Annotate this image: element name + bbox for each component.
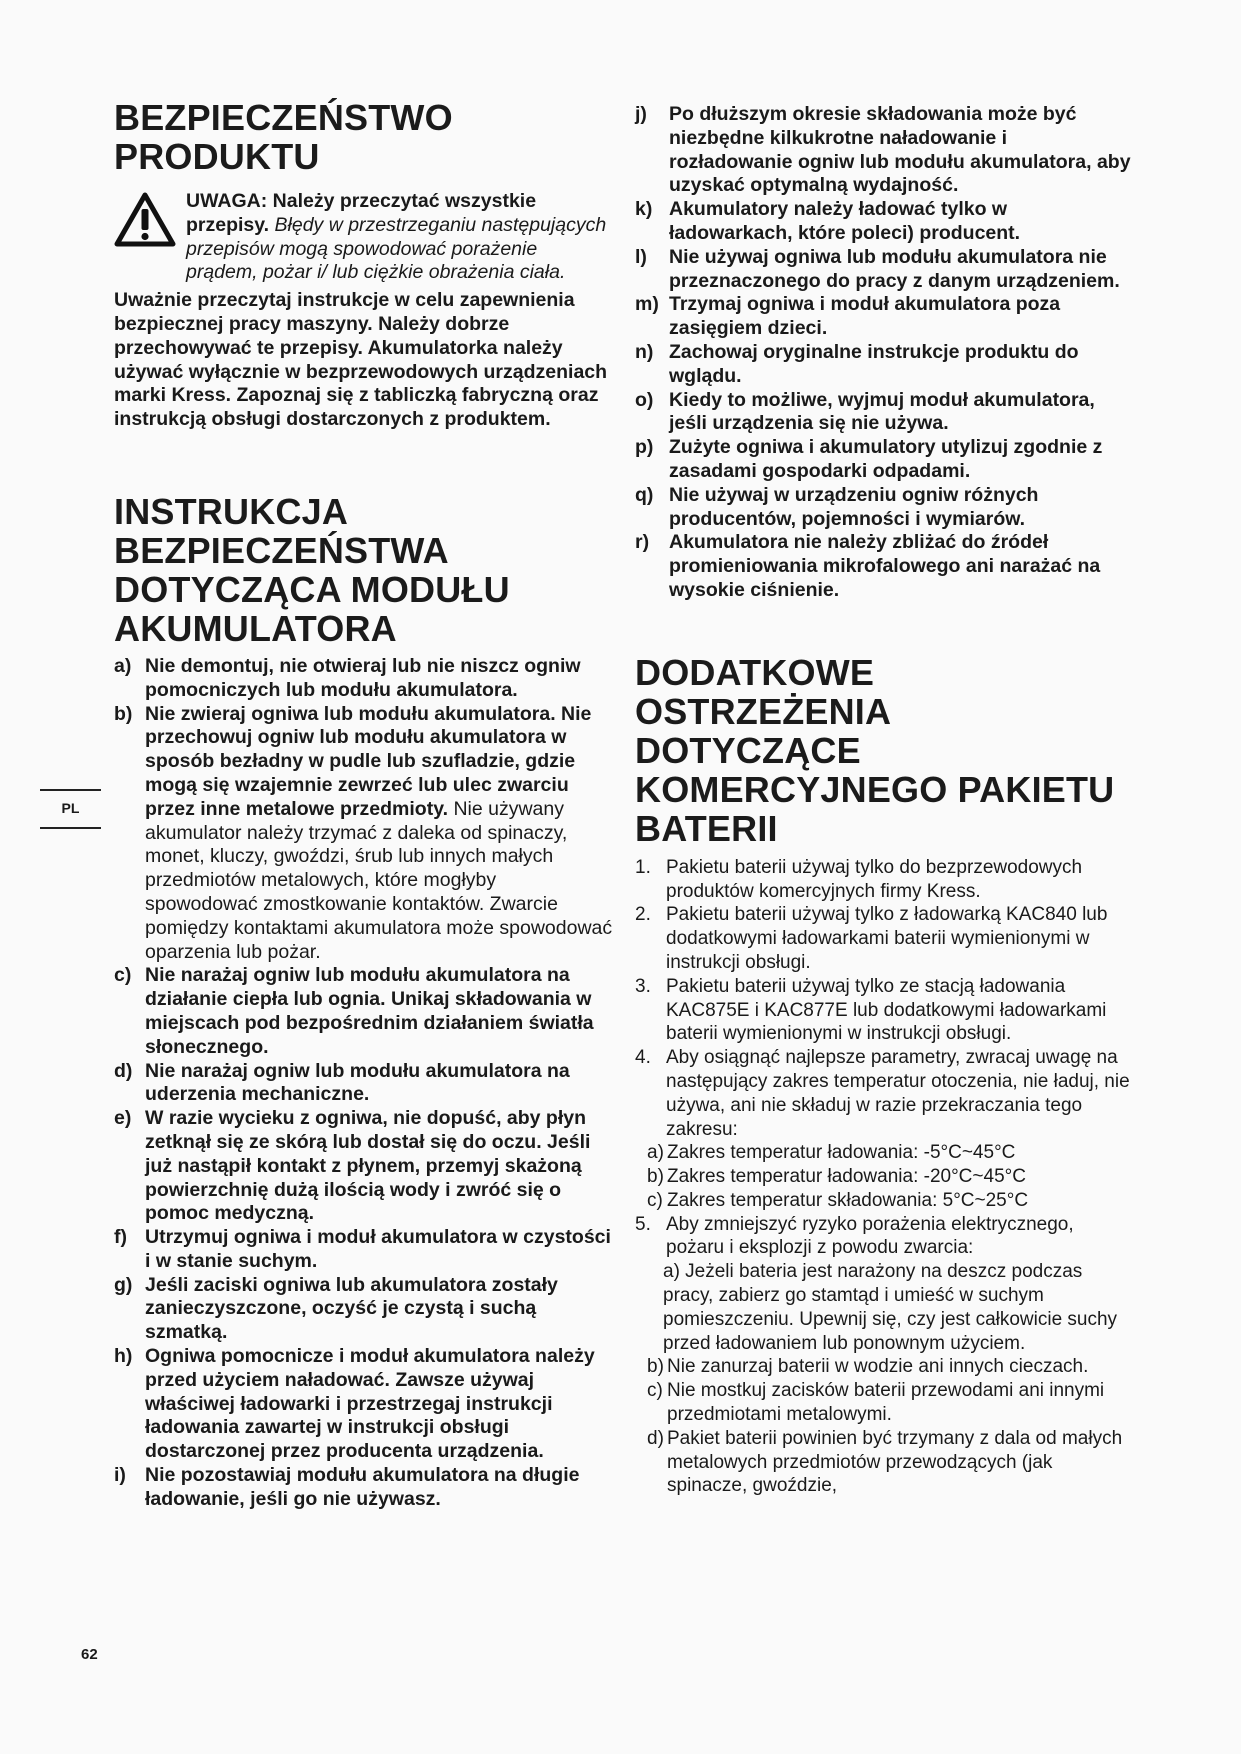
list-item-text: Akumulatora nie należy zbliżać do źródeł promieniowania mikrofalowego ani narażać na wysokie ciśnienie. (669, 531, 1101, 601)
list-item-label: g) (114, 1273, 133, 1296)
list-item-label: c) (114, 964, 132, 987)
list-item-label: e) (114, 1107, 132, 1130)
title-line: KOMERCYJNEGO PAKIETU (635, 768, 1115, 810)
title-line: AKUMULATORA (114, 607, 397, 649)
list-item-text: Pakietu baterii używaj tylko do bezprzewodowych produktów komercyjnych firmy Kress. (666, 856, 1083, 902)
list-item (635, 293, 1135, 341)
warning-block (114, 190, 614, 285)
list-item-label: p) (635, 436, 654, 459)
list-item-label: b) (647, 1356, 664, 1378)
list-item-label: k) (635, 198, 653, 221)
list-item-text: Zakres temperatur ładowania: -5°C~45°C (667, 1142, 1016, 1164)
list-item-label: m) (635, 293, 659, 316)
list-item-label: i) (114, 1464, 126, 1487)
list-item-label: a) (647, 1142, 664, 1164)
sub-item (635, 1427, 1135, 1498)
title-line: BEZPIECZEŃSTWA (114, 529, 449, 571)
list-item-label: 2. (635, 904, 651, 926)
list-item-text: Zachowaj oryginalne instrukcje produktu do wglądu. (669, 340, 1079, 387)
sub-item (635, 1379, 1135, 1427)
list-item-label: l) (635, 245, 647, 268)
list-item-text: Pakiet baterii powinien być trzymany z dala od małych metalowych przedmiotów przewodzących (jak spinacze, gwoździe, (667, 1427, 1123, 1497)
list-item-label: o) (635, 388, 654, 411)
list-item-label: q) (635, 483, 654, 506)
numbered-list (635, 856, 1135, 1499)
list-item (635, 246, 1135, 294)
list-item-label: 5. (635, 1213, 651, 1235)
title-line: INSTRUKCJA (114, 490, 349, 532)
list-item-text: Nie pozostawiaj modułu akumulatora na długie ładowanie, jeśli go nie używasz. (145, 1464, 580, 1510)
list-item (114, 964, 614, 1059)
battery-list-left (114, 655, 614, 1512)
list-item-text: Nie narażaj ogniw lub modułu akumulatora na działanie ciepła lub ognia. Unikaj składowania w miejscach pod bezpośrednim działaniem światła słonecznego. (145, 964, 594, 1058)
list-item-label: n) (635, 340, 654, 363)
list-item-label: 4. (635, 1047, 651, 1069)
list-item-text: Kiedy to możliwe, wyjmuj moduł akumulatora, jeśli urządzenia się nie używa. (669, 388, 1095, 435)
list-item-text: Trzymaj ogniwa i moduł akumulatora poza zasięgiem dzieci. (669, 293, 1061, 340)
list-item-text: Nie zwieraj ogniwa lub modułu akumulatora. Nie przechowuj ogniw lub modułu akumulatora w sposób bezładny w pudle lub szufladzie, gdzie mogą się wzajemnie zewrzeć lub ulec zwarciu przez inne metalowe przedmioty. (145, 702, 592, 820)
title-line: PRODUKTU (114, 136, 320, 177)
divider (40, 827, 101, 829)
sub-item (635, 1355, 1135, 1379)
warning-triangle-icon (114, 192, 176, 248)
list-item-text: Nie używaj w urządzeniu ogniw różnych producentów, pojemności i wymiarów. (669, 483, 1039, 530)
warning-italic-text: Błędy w przestrzeganiu następujących przepisów mogą spowodować porażenie prądem, pożar i/ lub ciężkie obrażenia ciała. (186, 213, 607, 284)
temperature-item (635, 1141, 1135, 1165)
left-column (114, 98, 614, 1512)
list-item-text: Po dłuższym okresie składowania może być niezbędne kilkukrotne naładowanie i rozładowanie ogniw lub modułu akumulatora, aby uzyskać optymalną wydajność. (669, 103, 1131, 197)
list-item (635, 1213, 1135, 1261)
list-item-text: Aby osiągnąć najlepsze parametry, zwracaj uwagę na następujący zakres temperatur otoczenia, nie ładuj, nie używa, ani nie składuj w razie przekraczania tego zakresu: (666, 1047, 1130, 1140)
list-item (114, 1464, 614, 1512)
intro-paragraph: Uważnie przeczytaj instrukcje w celu zapewnienia bezpiecznej pracy maszyny. Należy dobrze przechowywać te przepisy. Akumulatorka należy używać wyłącznie w bezprzewodowych urządzeniach marki Kress. Zapoznaj się z tabliczką fabryczną oraz instrukcją obsługi dostarczonych z produktem. (114, 289, 608, 431)
list-item-text: Zużyte ogniwa i akumulatory utylizuj zgodnie z zasadami gospodarki odpadami. (669, 436, 1103, 482)
title-line: BATERII (635, 807, 778, 849)
list-item-text: Zakres temperatur składowania: 5°C~25°C (667, 1189, 1029, 1211)
list-item-label: d) (114, 1059, 133, 1082)
list-item-text: Akumulatory należy ładować tylko w ładowarkach, które poleci) producent. (669, 198, 1021, 244)
sub-item (635, 1260, 1135, 1355)
section-title-battery-instructions (114, 492, 614, 648)
title-line: DOTYCZĄCE (635, 729, 861, 771)
list-item-text: Pakietu baterii używaj tylko ze stacją ładowania KAC875E i KAC877E lub dodatkowymi ładowarkami baterii wymienionymi w instrukcji obsługi. (666, 975, 1107, 1045)
list-item-label: 1. (635, 856, 651, 878)
list-item-text: Nie zanurzaj baterii w wodzie ani innych cieczach. (667, 1356, 1089, 1378)
list-item (114, 1107, 614, 1226)
list-item (635, 975, 1135, 1046)
title-line: DOTYCZĄCA MODUŁU (114, 568, 510, 610)
list-item (114, 1345, 614, 1464)
list-item-label: c) (647, 1380, 663, 1402)
list-item-label: b) (647, 1166, 664, 1188)
list-item-label: a) (114, 654, 132, 677)
list-item-text: Jeśli zaciski ogniwa lub akumulatora zostały zanieczyszczone, oczyść je czystą i suchą szmatką. (145, 1273, 558, 1344)
section-title-product-safety (114, 98, 614, 176)
list-item-label: d) (647, 1427, 664, 1449)
list-item-label: h) (114, 1345, 133, 1368)
list-item (635, 531, 1135, 602)
list-item-text: a) Jeżeli bateria jest narażony na deszcz podczas pracy, zabierz go stamtąd i umieść w suchym pomieszczeniu. Upewnij się, czy jest całkowicie suchy przed ładowaniem lub ponownym użyciem. (663, 1261, 1118, 1354)
warning-bold-text: UWAGA: Należy przeczytać wszystkie przepisy. (186, 190, 537, 236)
list-item-text: Nie używaj ogniwa lub modułu akumulatora nie przeznaczonego do pracy z danym urządzeniem. (669, 245, 1120, 292)
list-item-text: Nie mostkuj zacisków baterii przewodami ani innymi przedmiotami metalowymi. (667, 1380, 1105, 1426)
list-item (114, 1060, 614, 1108)
section-title-additional-warnings (635, 653, 1135, 848)
temperature-item (635, 1189, 1135, 1213)
list-item (114, 1274, 614, 1345)
list-item (114, 655, 614, 703)
title-line: OSTRZEŻENIA (635, 690, 892, 732)
list-item (114, 703, 614, 965)
language-tab (40, 789, 101, 829)
list-item-label: r) (635, 531, 650, 554)
title-line: BEZPIECZEŃSTWO (114, 97, 453, 138)
language-code: PL (61, 800, 80, 816)
list-item (635, 436, 1135, 484)
list-item-text: Zakres temperatur ładowania: -20°C~45°C (667, 1166, 1026, 1188)
page-number: 62 (81, 1646, 98, 1663)
list-item-text: Utrzymuj ogniwa i moduł akumulatora w czystości i w stanie suchym. (145, 1226, 611, 1272)
list-item-label: b) (114, 702, 133, 725)
list-item (114, 1226, 614, 1274)
list-item (635, 856, 1135, 904)
list-item (635, 103, 1135, 198)
list-item (635, 484, 1135, 532)
right-column (635, 103, 1135, 1498)
list-item-text-regular: Nie używany akumulator należy trzymać z daleka od spinaczy, monet, kluczy, gwoździ, śrub lub innych małych przedmiotów metalowych, które mogłyby spowodować zmostkowanie kontaktów. Zwarcie pomiędzy kontaktami akumulatora może spowodować oparzenia lub pożar. (145, 797, 613, 963)
list-item-text: Nie narażaj ogniw lub modułu akumulatora na uderzenia mechaniczne. (145, 1059, 570, 1106)
list-item-text: Nie demontuj, nie otwieraj lub nie niszcz ogniw pomocniczych lub modułu akumulatora. (145, 654, 581, 701)
list-item (635, 198, 1135, 246)
list-item-label: j) (635, 103, 647, 125)
list-item-text: Ogniwa pomocnicze i moduł akumulatora należy przed użyciem naładować. Zawsze używaj właściwej ładowarki i przestrzegaj instrukcji ładowania zawartej w instrukcji obsługi dostarczonej przez producenta urządzenia. (145, 1345, 595, 1463)
list-item-label: 3. (635, 975, 651, 997)
title-line: DODATKOWE (635, 651, 875, 693)
list-item (635, 1046, 1135, 1141)
list-item-text: W razie wycieku z ogniwa, nie dopuść, aby płyn zetknął się ze skórą lub dostał się do oczu. Jeśli już nastąpił kontakt z płynem, przemyj skażoną powierzchnię dużą ilością wody i zwróć się o pomoc medyczną. (145, 1107, 591, 1225)
list-item (635, 341, 1135, 389)
list-item-text: Aby zmniejszyć ryzyko porażenia elektrycznego, pożaru i eksplozji z powodu zwarcia: (666, 1213, 1074, 1259)
list-item-label: c) (647, 1189, 663, 1211)
battery-list-right (635, 103, 1135, 603)
list-item (635, 903, 1135, 974)
temperature-item (635, 1165, 1135, 1189)
list-item (635, 389, 1135, 437)
list-item-label: f) (114, 1226, 127, 1249)
list-item-text: Pakietu baterii używaj tylko z ładowarką KAC840 lub dodatkowymi ładowarkami baterii wymienionymi w instrukcji obsługi. (666, 904, 1108, 973)
